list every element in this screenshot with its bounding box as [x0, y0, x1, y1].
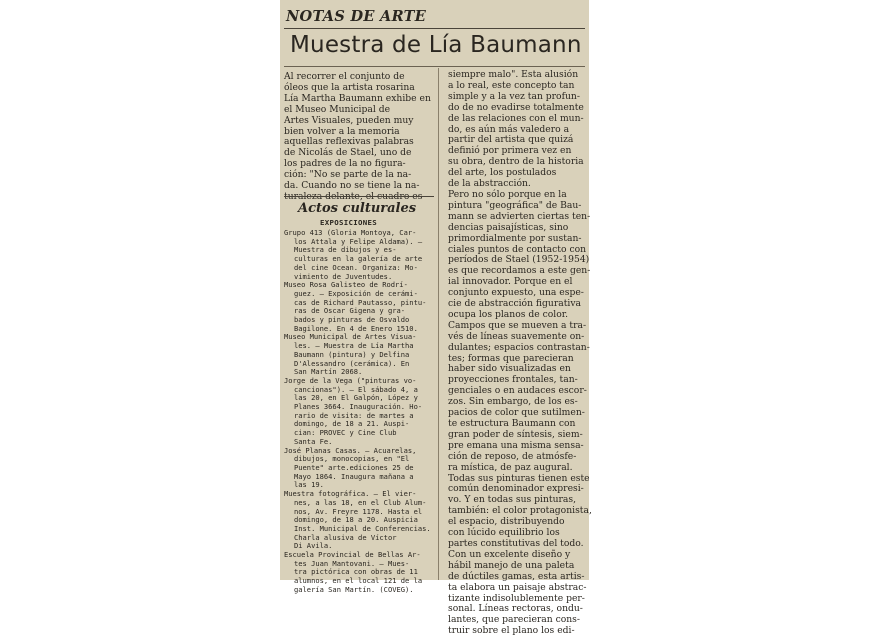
article-text-line: el Museo Municipal de	[284, 103, 391, 115]
actos-subtitle: EXPOSICIONES	[320, 218, 377, 227]
article-headline: Muestra de Lía Baumann	[290, 32, 582, 58]
article-text-line: cie de abstracción figurativa	[448, 298, 582, 310]
article-text-line: sonal. Líneas rectoras, ondu-	[448, 603, 583, 615]
article-left-column	[284, 72, 434, 203]
article-text-line: Lía Martha Baumann exhibe en	[284, 92, 431, 104]
listing-line: Charla alusiva de Víctor	[294, 532, 397, 542]
article-text-line: te estructura Baumann con	[448, 418, 576, 429]
listing-line: Museo Municipal de Artes Visua-	[284, 332, 417, 342]
article-text-line: de las relaciones con el mun-	[448, 112, 584, 124]
listing-line: Bagilone. En 4 de Enero 1510.	[294, 323, 418, 333]
article-text-line: dulantes; espacios contrastan-	[448, 341, 590, 353]
article-text-line: ocupa los planos de color.	[448, 308, 569, 320]
article-text-line: Todas sus pinturas tienen este	[448, 472, 590, 484]
listing-line: Muestra fotográfica. — El vier-	[284, 489, 417, 499]
listing-line: Jorge de la Vega ("pinturas vo-	[284, 375, 417, 385]
article-text-line: da. Cuando no se tiene la na-	[284, 180, 420, 192]
article-text-line: con lúcido equilibrio los	[448, 527, 560, 539]
article-text-line: truir sobre el plano los edi-	[448, 625, 575, 637]
article-text-line: dencias paisajísticas, sino	[448, 221, 569, 233]
article-text-line: óleos que la artista rosarina	[284, 81, 415, 93]
article-text-line: bien volver a la memoria	[284, 125, 400, 137]
listing-line: cancionas"). — El sábado 4, a	[294, 384, 418, 394]
listing-line: nes, a las 18, en el Club Alum-	[294, 497, 427, 507]
listing-line: Escuela Provincial de Bellas Ar-	[284, 550, 421, 560]
listing-line: Mayo 1864. Inaugura mañana a	[294, 471, 414, 481]
article-text-line: mann se advierten ciertas ten-	[448, 210, 591, 222]
article-text-line: ta elabora un paisaje abstrac-	[448, 581, 587, 593]
article-text-line: proyecciones frontales, tan-	[448, 374, 578, 386]
article-text-line: simple y a la vez tan profun-	[448, 90, 580, 102]
section-kicker: NOTAS DE ARTE	[286, 8, 427, 25]
article-text-line: ción: "No se parte de la na-	[284, 169, 412, 181]
listing-line: Santa Fe.	[294, 436, 333, 446]
header-rule	[284, 28, 585, 29]
listing-line: D'Alessandro (cerámica). En	[294, 358, 410, 368]
article-text-line: Pero no sólo porque en la	[448, 188, 567, 200]
listing-line: Muestra de dibujos y es-	[294, 245, 397, 255]
article-text-line: turaleza delante, el cuadro es	[284, 190, 423, 202]
headline-rule	[284, 66, 585, 67]
article-text-line: ial innovador. Porque en el	[448, 276, 573, 288]
article-text-line: el espacio, distribuyendo	[448, 516, 565, 528]
listing-line: tes Juan Mantovani. — Mues-	[294, 558, 410, 568]
listing-line: las 19.	[294, 480, 324, 490]
article-text-line: de dúctiles gamas, esta artis-	[448, 570, 585, 582]
listing-line: guez. — Exposición de cerámi-	[294, 288, 418, 298]
listing-line: del cine Ocean. Organiza: Mo-	[294, 262, 418, 272]
article-text-line: partir del artista que quizá	[448, 134, 574, 146]
article-text-line: de la abstracción.	[448, 178, 531, 190]
listing-line: cian: PROVEC y Cine Club	[294, 428, 397, 438]
listing-line: domingo, de 18 a 20. Auspicia	[294, 515, 418, 525]
listing-line: les. — Muestra de Lía Martha	[294, 341, 414, 351]
article-text-line: genciales o en audaces escor-	[448, 385, 587, 397]
article-text-line: lantes, que parecieran cons-	[448, 614, 581, 626]
column-divider	[438, 68, 439, 580]
listing-line: bados y pinturas de Osvaldo	[294, 315, 410, 325]
article-text-line: conjunto expuesto, una espe-	[448, 287, 584, 299]
listing-line: San Martín 2068.	[294, 367, 363, 377]
listing-line: Inst. Municipal de Conferencias.	[294, 523, 431, 533]
article-text-line: gran poder de síntesis, siem-	[448, 428, 583, 440]
listing-line: los Attala y Felipe Aldama). —	[294, 236, 423, 246]
article-right-column	[448, 69, 592, 637]
listing-line: vimiento de Juventudes.	[294, 271, 393, 281]
listing-line: nos, Av. Freyre 1178. Hasta el	[294, 506, 423, 516]
article-text-line: pacios de color que sutilmen-	[448, 407, 585, 419]
article-text-line: su obra, dentro de la historia	[448, 156, 584, 168]
listing-line: domingo, de 18 a 21. Auspi-	[294, 419, 410, 429]
listing-line: Planes 3664. Inauguración. Ho-	[294, 402, 423, 412]
listing-line: José Planas Casas. — Acuarelas,	[284, 445, 417, 455]
article-text-line: de Nicolás de Stael, uno de	[284, 147, 412, 159]
article-text-line: vo. Y en todas sus pinturas,	[448, 494, 576, 506]
actos-title: Actos culturales	[298, 201, 417, 216]
listing-line: Puente" arte.ediciones 25 de	[294, 462, 414, 472]
article-text-line: tizante indisolublemente per-	[448, 592, 585, 604]
newspaper-clipping	[280, 0, 592, 637]
article-text-line: es que recordamos a este gen-	[448, 265, 591, 277]
article-text-line: siempre malo". Esta alusión	[448, 69, 579, 80]
article-text-line: aquellas reflexivas palabras	[284, 136, 414, 148]
listing-line: rario de visita: de martes a	[294, 410, 414, 420]
article-text-line: períodos de Stael (1952-1954)	[448, 254, 590, 266]
listing-line: alumnos, en el local 121 de la	[294, 576, 423, 586]
listing-line: las 20, en El Galpón, López y	[294, 393, 418, 403]
listing-line: Grupo 413 (Gloria Montoya, Car-	[284, 228, 417, 237]
article-text-line: haber sido visualizadas en	[448, 363, 571, 375]
listing-line: cas de Richard Pautasso, pintu-	[294, 297, 427, 307]
article-text-line: común denominador expresi-	[448, 483, 584, 495]
article-text-line: hábil manejo de una paleta	[448, 559, 575, 571]
article-text-line: Campos que se mueven a tra-	[448, 319, 587, 331]
article-text-line: primordialmente por sustan-	[448, 232, 582, 244]
article-text-line: ción de reposo, de atmósfe-	[448, 450, 577, 462]
listing-line: Di Avila.	[294, 541, 333, 551]
article-text-line: pintura "geográfica" de Bau-	[448, 199, 582, 211]
article-text-line: zos. Sin embargo, de los es-	[448, 396, 578, 408]
article-text-line: vés de líneas suavemente on-	[448, 330, 585, 342]
article-header	[280, 0, 589, 70]
article-text-line: definió por primera vez en	[448, 145, 572, 157]
listing-line: tra pictórica con obras de 11	[294, 567, 418, 577]
article-text-line: partes constitutivas del todo.	[448, 537, 584, 549]
article-text-line: Al recorrer el conjunto de	[284, 71, 405, 82]
article-text-line: Con un excelente diseño y	[448, 548, 571, 560]
article-text-line: también: el color protagonista,	[448, 505, 592, 517]
article-text-line: do, es aún más valedero a	[448, 123, 570, 135]
article-text-line: del arte, los postulados	[448, 167, 557, 179]
article-text-line: Artes Visuales, pueden muy	[284, 114, 414, 126]
listing-line: culturas en la galería de arte	[294, 254, 423, 264]
article-text-line: los padres de la no figura-	[284, 158, 406, 170]
article-text-line: do de no evadirse totalmente	[448, 101, 584, 113]
listing-line: Museo Rosa Galisteo de Rodrí-	[284, 280, 408, 290]
article-text-line: tes; formas que parecieran	[448, 352, 574, 364]
actos-listings	[284, 229, 434, 595]
listing-line: dibujos, monocopias, en "El	[294, 454, 410, 464]
article-text-line: ciales puntos de contacto con	[448, 243, 587, 255]
actos-culturales-box	[284, 196, 434, 595]
listing-line: Baumann (pintura) y Delfina	[294, 349, 410, 359]
article-text-line: ra mística, de paz augural.	[448, 461, 573, 473]
listing-line: ras de Oscar Gigena y gra-	[294, 306, 406, 316]
article-text-line: pre emana una misma sensa-	[448, 439, 584, 451]
listing-line: galería San Martín. (COVEG).	[294, 584, 414, 594]
article-text-line: a lo real, este concepto tan	[448, 79, 575, 91]
